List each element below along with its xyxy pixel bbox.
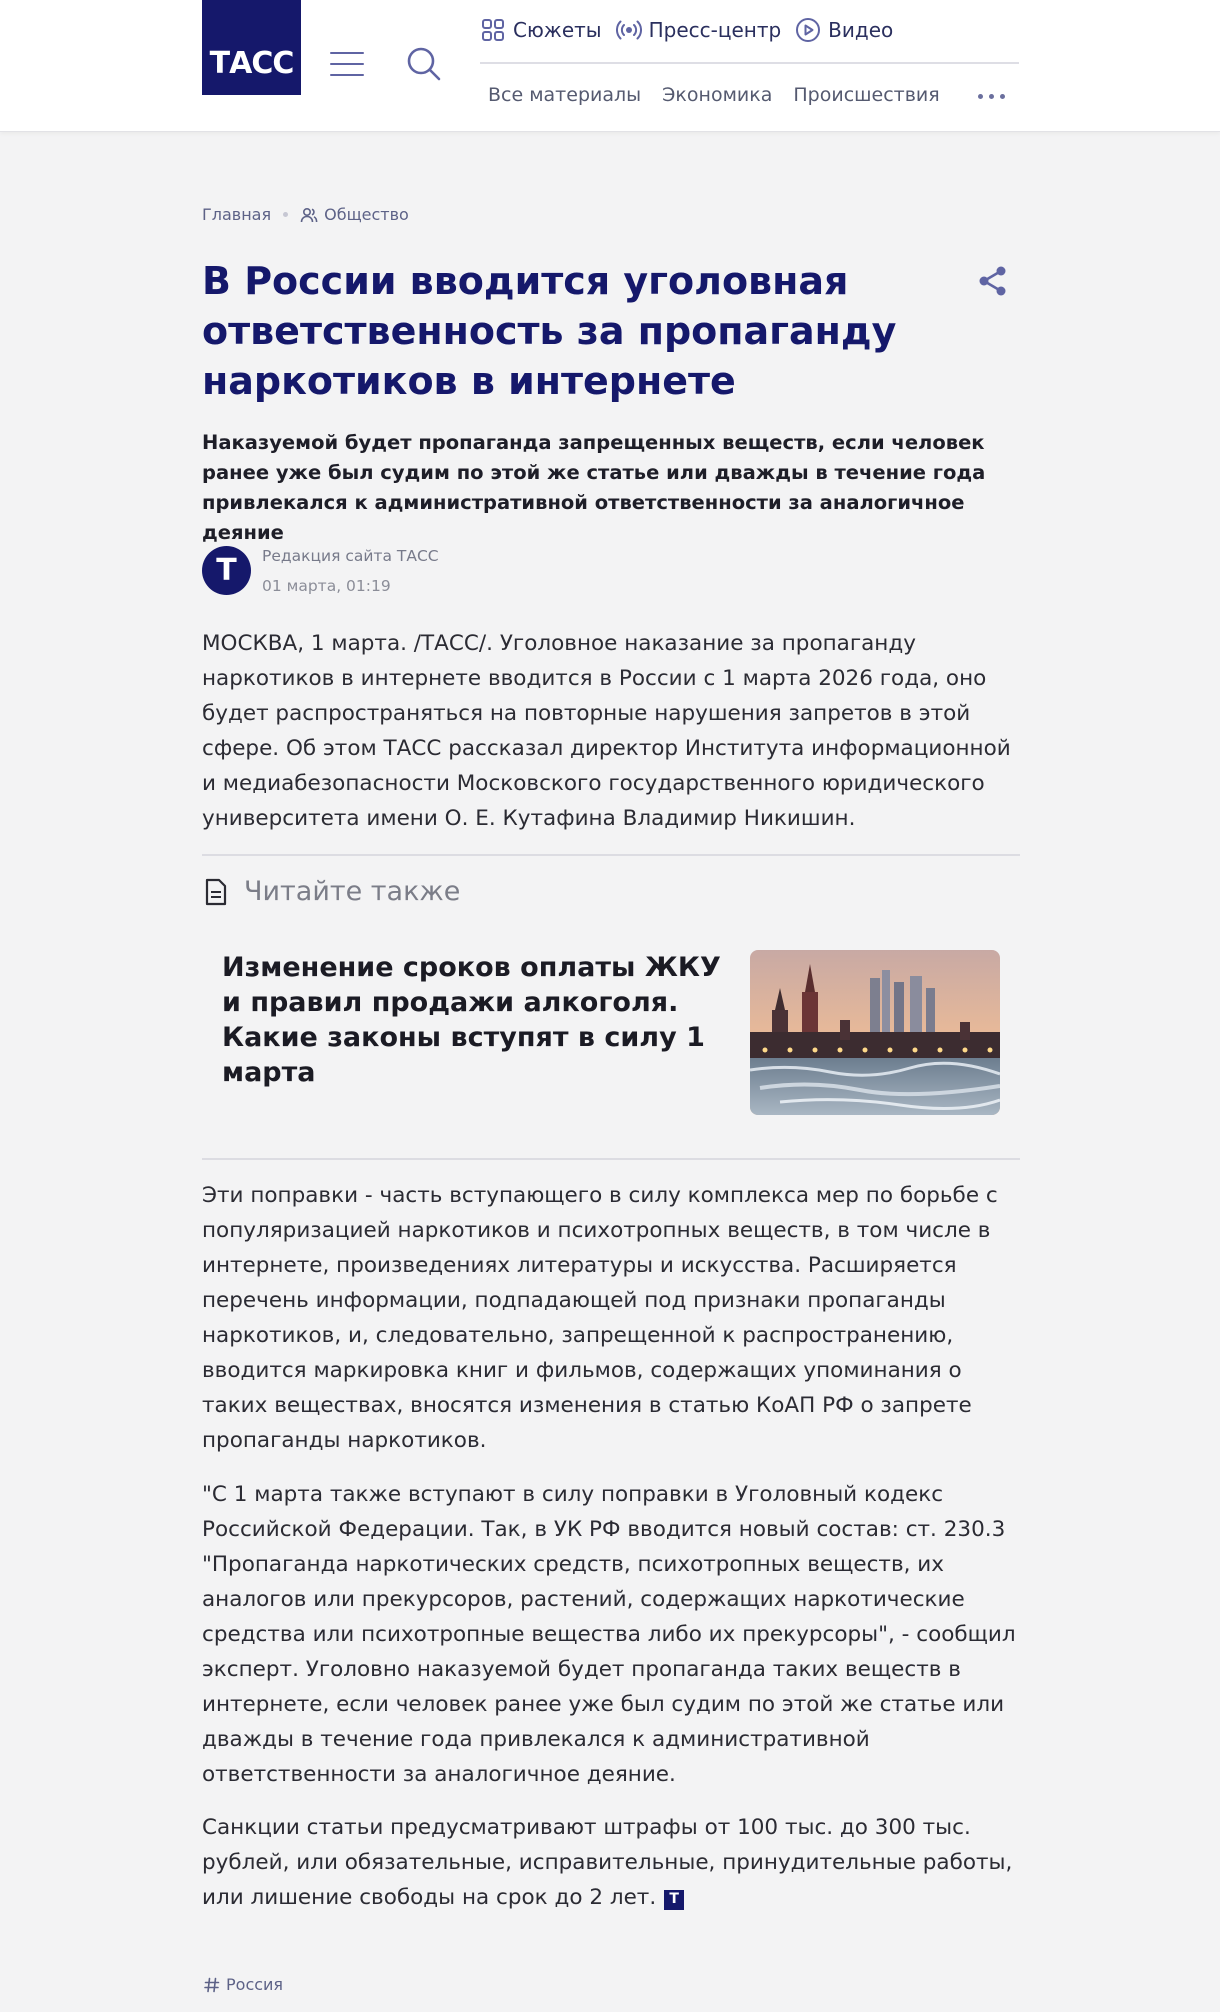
author-name[interactable]: Редакция сайта ТАСС bbox=[262, 547, 439, 565]
publish-date: 01 марта, 01:19 bbox=[262, 577, 391, 595]
article-paragraph-2: Эти поправки - часть вступающего в силу комплекса мер по борьбе с популяризацией наркотиков и психотропных веществ, в том числе в интернете, произведениях литературы и искусства. Расширяется перечень информации, подпадающей под признаки пропаганды наркотиков, и, следовательно, запрещенной к распространению, вводится маркировка книг и фильмов, содержащих упоминания о таких веществах, вносятся изменения в статью КоАП РФ о запрете пропаганды наркотиков. bbox=[202, 1183, 998, 1453]
nav-press-center[interactable] bbox=[616, 17, 782, 43]
divider-top bbox=[202, 854, 1020, 856]
subnav-economy[interactable]: Экономика bbox=[662, 84, 773, 106]
tass-logo[interactable]: ТАСС bbox=[202, 0, 301, 95]
nav-press-center-label: Пресс-центр bbox=[648, 18, 782, 42]
article-paragraph-3: "С 1 марта также вступают в силу поправки в Уголовный кодекс Российской Федерации. Так, в УК РФ вводится новый состав: ст. 230.3 "Пропаганда наркотических средств, психотропных веществ, их аналогов или прекурсоров, растений, содержащих наркотические средства или психотропные вещества либо их прекурсоры", - сообщил эксперт. Уголовно наказуемой будет пропаганда таких веществ в интернете, если человек ранее уже был судим по этой же статье или дважды в течение года привлекался к административной ответственности за аналогичное деяние. bbox=[202, 1482, 1016, 1787]
search-icon[interactable] bbox=[406, 46, 442, 82]
play-icon bbox=[795, 17, 821, 43]
top-navigation bbox=[480, 12, 893, 48]
hashtag-icon bbox=[204, 1977, 220, 1993]
nav-stories[interactable] bbox=[480, 17, 602, 43]
article-paragraph-4 bbox=[202, 1810, 1022, 1915]
document-icon bbox=[204, 878, 228, 906]
share-icon[interactable] bbox=[976, 264, 1010, 298]
read-also-label: Читайте также bbox=[244, 876, 461, 907]
site-header bbox=[0, 0, 1220, 132]
breadcrumb bbox=[202, 205, 409, 224]
people-icon bbox=[300, 206, 318, 224]
breadcrumb-home[interactable]: Главная bbox=[202, 205, 272, 224]
breadcrumb-separator bbox=[283, 212, 288, 217]
read-also-header bbox=[204, 876, 460, 907]
subnav-all-materials[interactable]: Все материалы bbox=[488, 84, 642, 106]
article-title: В России вводится уголовная ответственность за пропаганду наркотиков в интернете bbox=[202, 259, 897, 403]
read-also-title[interactable]: Изменение сроков оплаты ЖКУ и правил продажи алкоголя. Какие законы вступят в силу 1 марта bbox=[222, 952, 721, 1088]
nav-stories-label: Сюжеты bbox=[513, 18, 602, 42]
article-paragraph-1: МОСКВА, 1 марта. /ТАСС/. Уголовное наказание за пропаганду наркотиков в интернете вводится в России с 1 марта 2026 года, оно будет распространяться на повторные нарушения запретов в этой сфере. Об этом ТАСС рассказал директор Института информационной и медиабезопасности Московского государственного юридического университета имени О. Е. Кутафина Владимир Никишин. bbox=[202, 631, 1011, 831]
breadcrumb-section-label: Общество bbox=[324, 205, 409, 224]
tass-end-icon: Т bbox=[664, 1890, 684, 1910]
grid-icon bbox=[480, 17, 506, 43]
nav-video[interactable] bbox=[795, 17, 893, 43]
nav-divider bbox=[480, 62, 1019, 64]
article-paragraph-4-text: Санкции статьи предусматривают штрафы от 100 тыс. до 300 тыс. рублей, или обязательные, исправительные, принудительные работы, или лишение свободы на срок до 2 лет. bbox=[202, 1815, 1013, 1910]
article-lead: Наказуемой будет пропаганда запрещенных веществ, если человек ранее уже был судим по этой же статье или дважды в течение года привлекался к административной ответственности за аналогичное деяние bbox=[202, 431, 986, 544]
read-also-image[interactable] bbox=[750, 950, 1000, 1115]
divider-bottom bbox=[202, 1158, 1020, 1160]
more-icon[interactable] bbox=[978, 94, 1010, 104]
author-avatar[interactable]: Т bbox=[202, 546, 251, 595]
menu-icon[interactable] bbox=[330, 52, 364, 76]
tag-label: Россия bbox=[226, 1975, 284, 1994]
read-also-card[interactable] bbox=[222, 950, 1000, 1118]
breadcrumb-section[interactable] bbox=[300, 205, 409, 224]
nav-video-label: Видео bbox=[828, 18, 894, 42]
broadcast-icon bbox=[616, 17, 642, 43]
sub-navigation bbox=[488, 84, 940, 106]
tag-russia[interactable] bbox=[204, 1975, 283, 1994]
subnav-incidents[interactable]: Происшествия bbox=[793, 84, 940, 106]
